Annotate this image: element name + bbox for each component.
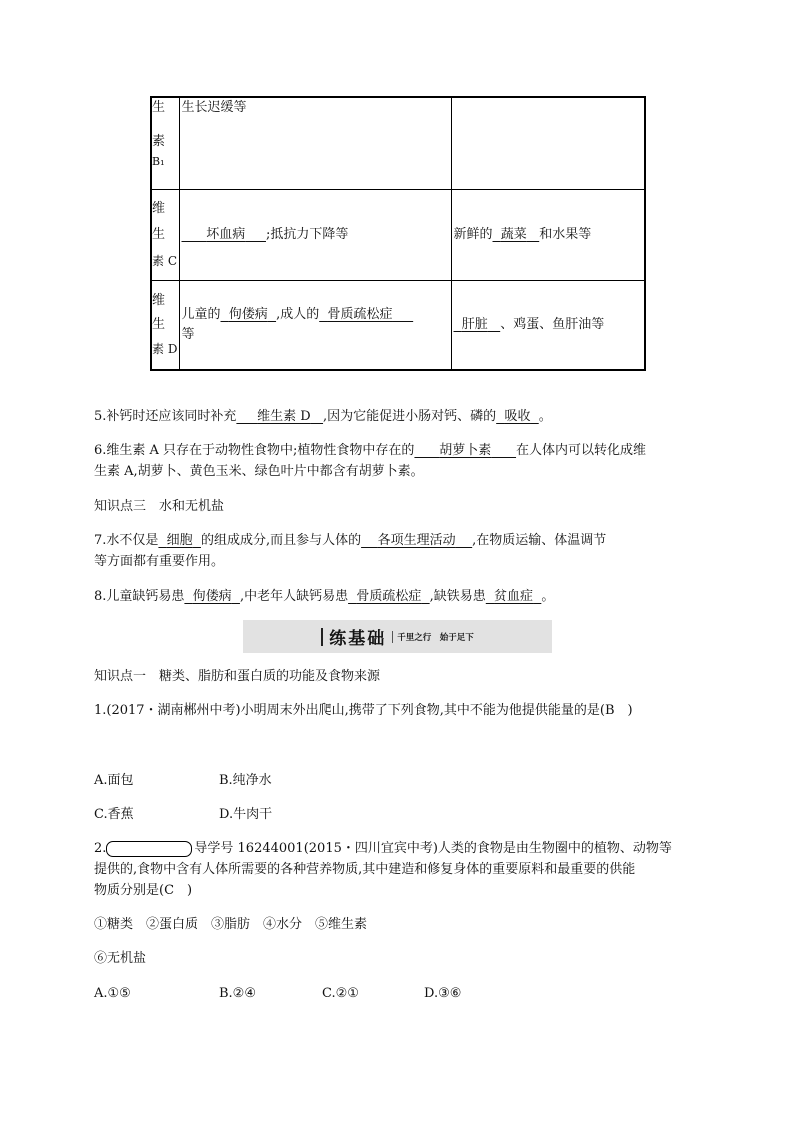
q1-option-b: B.纯净水	[219, 773, 272, 788]
table-row-d	[151, 280, 645, 370]
q2-option-d: D.③⑥	[424, 986, 462, 1001]
banner-title: 练基础	[329, 629, 387, 649]
banner-subtitle: 千里之行 始于足下	[392, 631, 474, 643]
vitamin-table	[150, 96, 646, 371]
symptom-cell-d: 儿童的 佝偻病 ,成人的 骨质疏松症 等	[179, 280, 451, 370]
vitamin-name-d: 维 生 素 D	[151, 280, 179, 370]
question-7: 7.水不仅是 细胞 的组成成分,而且参与人体的 各项生理活动 ,在物质运输、体温调节 等方面都有重要作用。	[94, 533, 607, 569]
q2-option-a: A.①⑤	[94, 986, 131, 1001]
table-row-c	[151, 189, 645, 280]
q2-items-2: ⑥无机盐	[94, 951, 147, 966]
question-8: 8.儿童缺钙易患 佝偻病 ,中老年人缺钙易患 骨质疏松症 ,缺铁易患 贫血症 。	[94, 589, 555, 604]
q1-option-a: A.面包	[94, 773, 134, 788]
question-6: 6.维生素 A 只存在于动物性食物中;植物性食物中存在的 胡萝卜素 在人体内可以转化成维 生素 A,胡萝卜、黄色玉米、绿色叶片中都含有胡萝卜素。	[94, 443, 647, 479]
guide-number-box	[106, 841, 192, 857]
question-2: 2. 导学号 16244001(2015・四川宜宾中考)人类的食物是由生物圈中的植物、动物等 提供的,食物中含有人体所需要的各种营养物质,其中建造和修复身体的重要原料和最重要的供能 物质分别是(C )	[94, 841, 672, 898]
symptom-cell-c: 坏血病 ;抵抗力下降等	[179, 189, 451, 280]
source-cell-b1	[451, 97, 645, 189]
vitamin-name-c: 维 生 素 C	[151, 189, 179, 280]
q2-items: ①糖类 ②蛋白质 ③脂肪 ④水分 ⑤维生素	[94, 917, 368, 932]
q1-option-d: D.牛肉干	[219, 807, 273, 822]
q2-option-b: B.②④	[219, 986, 256, 1001]
table-row-b1	[151, 97, 645, 189]
section-banner	[243, 620, 552, 653]
question-1-stem: 1.(2017・湖南郴州中考)小明周末外出爬山,携带了下列食物,其中不能为他提供能量的是(B )	[94, 703, 633, 718]
knowledge-point-1: 知识点一 糖类、脂肪和蛋白质的功能及食物来源	[94, 669, 381, 684]
q1-option-c: C.香蕉	[94, 807, 134, 822]
symptom-cell-b1: 生长迟缓等	[179, 97, 451, 189]
question-5: 5.补钙时还应该同时补充 维生素 D ,因为它能促进小肠对钙、磷的 吸收 。	[94, 409, 552, 424]
knowledge-point-3: 知识点三 水和无机盐	[94, 499, 225, 514]
banner-bar-icon	[321, 628, 323, 646]
source-cell-d: 肝脏 、鸡蛋、鱼肝油等	[451, 280, 645, 370]
vitamin-name-b1: 生 素 B₁	[151, 97, 179, 189]
source-cell-c: 新鲜的 蔬菜 和水果等	[451, 189, 645, 280]
q2-option-c: C.②①	[322, 986, 359, 1001]
